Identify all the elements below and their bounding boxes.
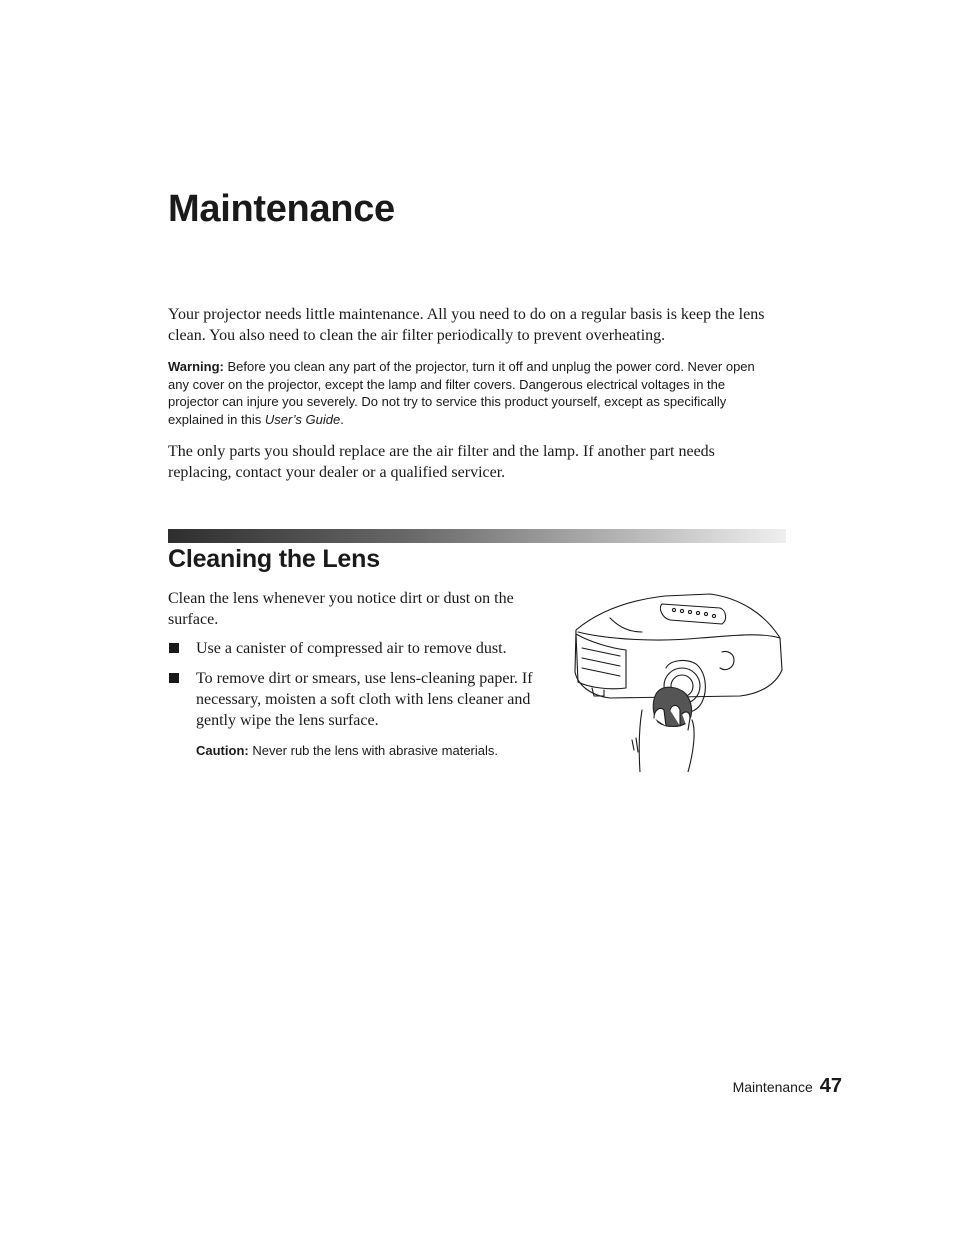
caution-text: Never rub the lens with abrasive materials. (248, 743, 498, 758)
top-vent-curve (610, 618, 642, 632)
motion-lines (632, 738, 638, 752)
page-title: Maintenance (168, 188, 395, 230)
square-bullet-icon (169, 673, 179, 683)
list-item (168, 668, 553, 731)
projector-lens-cleaning-illustration (570, 590, 785, 772)
front-face-outline (576, 634, 626, 689)
warning-end: . (340, 411, 344, 427)
lens-intro-paragraph: Clean the lens whenever you notice dirt or dust on the surface. (168, 590, 514, 628)
page-footer (733, 1075, 842, 1098)
list-item-text: To remove dirt or smears, use lens-cleaning paper. If necessary, moisten a soft cloth with lens cleaner and gently wipe the lens surface. (196, 670, 533, 729)
replace-paragraph: The only parts you should replace are the air filter and the lamp. If another part needs replacing, contact your dealer or a qualified servicer. (168, 443, 715, 481)
control-panel-outline (660, 604, 725, 624)
warning-label: Warning: (168, 359, 224, 374)
projector-top-surface (578, 632, 780, 640)
square-bullet-icon (169, 643, 179, 653)
footer-section-label: Maintenance (732, 1079, 813, 1095)
section-divider-bar (168, 529, 786, 543)
cleaning-steps-list (168, 638, 553, 740)
section-title: Cleaning the Lens (168, 545, 380, 573)
intro-paragraph: Your projector needs little maintenance. All you need to do on a regular basis is keep the lens clean. You also need to clean the air filter periodically to prevent overheating. (168, 306, 765, 344)
caution-label: Caution: (196, 743, 249, 758)
focus-ring (720, 651, 734, 669)
page-number: 47 (819, 1075, 842, 1097)
guide-reference: User’s Guide (264, 411, 341, 427)
caution-note (196, 742, 556, 760)
warning-note (168, 358, 768, 428)
warning-text: Before you clean any part of the projector, turn it off and unplug the power cord. Never open any cover on the projector, except the lamp and filter covers. Dangerous electrical voltages in the projector can injure you severely. Do not try to service this product yourself, except as specifically explained in this (168, 359, 755, 427)
list-item-text: Use a canister of compressed air to remove dust. (196, 640, 507, 657)
list-item (168, 638, 553, 659)
